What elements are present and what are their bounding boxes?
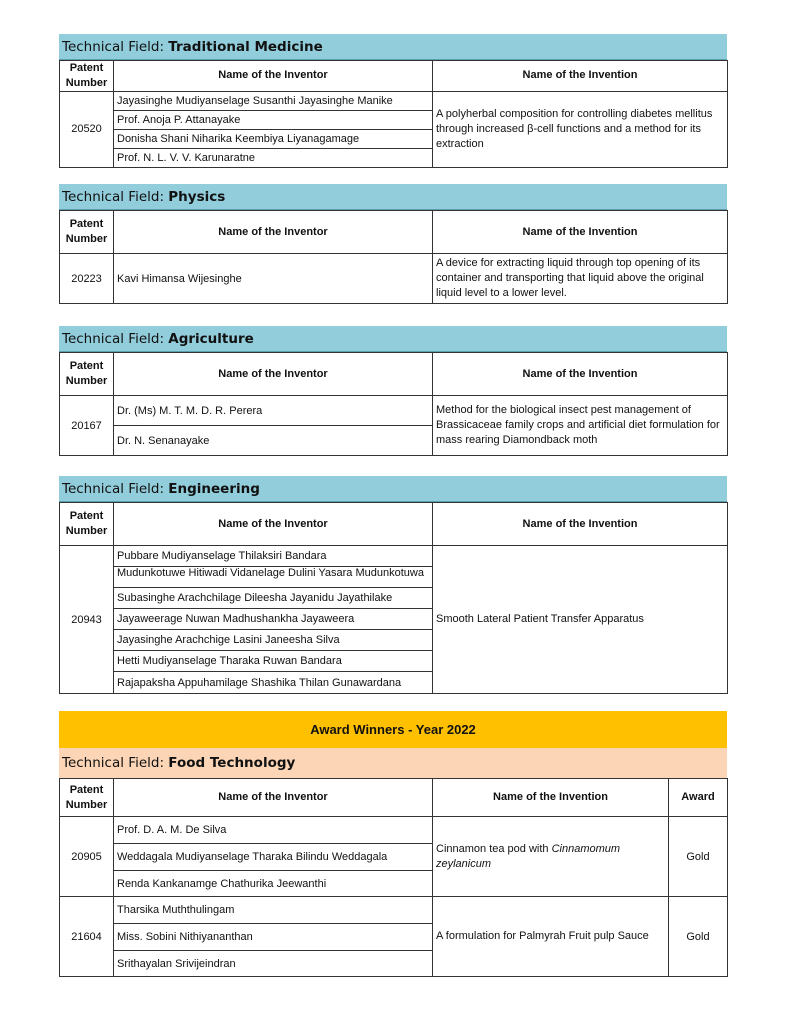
table-row: [60, 91, 728, 110]
award-table: [59, 778, 728, 977]
technical-field-header: [59, 476, 727, 502]
field-prefix: Technical Field:: [62, 189, 169, 205]
patent-number: 20520: [60, 91, 114, 167]
inventor-name: Prof. N. L. V. V. Karunaratne: [114, 148, 433, 167]
field-prefix: Technical Field:: [62, 331, 169, 347]
inventor-name: Rajapaksha Appuhamilage Shashika Thilan Gunawardana: [114, 672, 433, 694]
table-row: [60, 396, 728, 426]
section-engineering: [59, 476, 727, 694]
header-patent-number: Patent Number: [60, 353, 114, 396]
inventor-name: Srithayalan Srivijeindran: [114, 951, 433, 977]
inventor-name: Jayasinghe Mudiyanselage Susanthi Jayasinghe Manike: [114, 91, 433, 110]
section-agriculture: [59, 326, 727, 456]
header-patent-number: Patent Number: [60, 61, 114, 92]
field-prefix: Technical Field:: [62, 755, 169, 771]
inventor-name: Renda Kankanamge Chathurika Jeewanthi: [114, 871, 433, 897]
inventor-name: Donisha Shani Niharika Keembiya Liyanagamage: [114, 129, 433, 148]
inventor-cell: [114, 567, 433, 588]
table-header-row: [60, 503, 728, 546]
section-physics: [59, 184, 727, 304]
award-value: Gold: [669, 817, 728, 897]
inventor-name: Weddagala Mudiyanselage Tharaka Bilindu Weddagala: [114, 844, 433, 871]
inventor-name: Jayasinghe Arachchige Lasini Janeesha Silva: [114, 630, 433, 651]
inventor-name: Jayaweerage Nuwan Madhushankha Jayaweera: [114, 609, 433, 630]
table-row: [60, 817, 728, 844]
header-inventor: Name of the Inventor: [114, 779, 433, 817]
table-row: [60, 546, 728, 567]
table-header-row: [60, 61, 728, 92]
section-traditional-medicine: [59, 34, 727, 168]
patent-table: [59, 210, 728, 304]
header-patent-number: Patent Number: [60, 211, 114, 254]
inventor-name: Tharsika Muththulingam: [114, 897, 433, 924]
inventor-name: Mudunkotuwe Hitiwadi Vidanelage Dulini Yasara Mudunkotuwa: [117, 567, 424, 579]
patent-number: 20223: [60, 254, 114, 304]
header-invention: Name of the Invention: [433, 353, 728, 396]
header-inventor: Name of the Inventor: [114, 503, 433, 546]
technical-field-header: [59, 748, 727, 778]
technical-field-header: [59, 326, 727, 352]
invention-species-name: Cinnamomum zeylanicum: [436, 842, 621, 870]
invention-name: A device for extracting liquid through top opening of its container and transporting that liquid above the original liquid level to a lower level.: [433, 254, 728, 304]
header-invention: Name of the Invention: [433, 503, 728, 546]
technical-field-header: [59, 34, 727, 60]
award-value: Gold: [669, 897, 728, 977]
header-inventor: Name of the Inventor: [114, 353, 433, 396]
inventor-name: Prof. D. A. M. De Silva: [114, 817, 433, 844]
inventor-name: Pubbare Mudiyanselage Thilaksiri Bandara: [114, 546, 433, 567]
header-inventor: Name of the Inventor: [114, 61, 433, 92]
field-name: Agriculture: [168, 331, 254, 347]
invention-name: Smooth Lateral Patient Transfer Apparatus: [433, 546, 728, 694]
header-invention: Name of the Invention: [433, 61, 728, 92]
inventor-name: Miss. Sobini Nithiyananthan: [114, 924, 433, 951]
patent-number: 20167: [60, 396, 114, 456]
inventor-name: Dr. N. Senanayake: [114, 426, 433, 456]
invention-name: [433, 817, 669, 897]
header-patent-number: Patent Number: [60, 503, 114, 546]
table-header-row: [60, 211, 728, 254]
patent-number: 21604: [60, 897, 114, 977]
invention-name: A polyherbal composition for controlling diabetes mellitus through increased β-cell functions and a method for its extraction: [433, 91, 728, 167]
header-inventor: Name of the Inventor: [114, 211, 433, 254]
header-patent-number: Patent Number: [60, 779, 114, 817]
field-name: Food Technology: [168, 755, 296, 771]
table-row: [60, 254, 728, 304]
inventor-name: Hetti Mudiyanselage Tharaka Ruwan Bandara: [114, 651, 433, 672]
technical-field-header: [59, 184, 727, 210]
field-prefix: Technical Field:: [62, 39, 169, 55]
award-winners-title: Award Winners - Year 2022: [59, 711, 727, 748]
patent-number: 20905: [60, 817, 114, 897]
patent-table: [59, 60, 728, 168]
table-row: [60, 897, 728, 924]
field-prefix: Technical Field:: [62, 481, 169, 497]
invention-name: Method for the biological insect pest management of Brassicaceae family crops and artificial diet formulation for mass rearing Diamondback moth: [433, 396, 728, 456]
patent-table: [59, 502, 728, 694]
inventor-name: Subasinghe Arachchilage Dileesha Jayanidu Jayathilake: [114, 588, 433, 609]
field-name: Physics: [168, 189, 226, 205]
inventor-name: Prof. Anoja P. Attanayake: [114, 110, 433, 129]
patent-table: [59, 352, 728, 456]
invention-name: [433, 897, 669, 977]
patent-number: 20943: [60, 546, 114, 694]
header-award: Award: [669, 779, 728, 817]
field-name: Traditional Medicine: [168, 39, 323, 55]
header-invention: Name of the Invention: [433, 779, 669, 817]
inventor-name: Dr. (Ms) M. T. M. D. R. Perera: [114, 396, 433, 426]
inventor-name: Kavi Himansa Wijesinghe: [114, 254, 433, 304]
header-invention: Name of the Invention: [433, 211, 728, 254]
table-header-row: [60, 353, 728, 396]
invention-text: A formulation for Palmyrah Fruit pulp Sauce: [436, 930, 649, 943]
table-header-row: [60, 779, 728, 817]
invention-text: Cinnamon tea pod with: [436, 842, 552, 855]
field-name: Engineering: [168, 481, 260, 497]
section-award-winners: [59, 711, 727, 977]
